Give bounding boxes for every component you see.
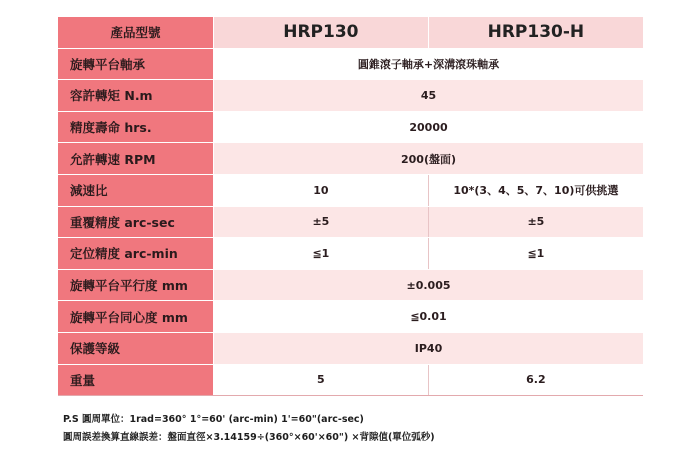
row-label: 減速比 [58,174,214,206]
row-value-hrp130: ≦1 [214,238,429,270]
row-label: 旋轉平台平行度 mm [58,269,214,301]
row-value: 200(盤面) [214,143,644,175]
row-label: 重量 [58,364,214,396]
table-row [58,48,643,80]
header-label: 產品型號 [58,17,214,48]
table-row [58,206,643,238]
row-value: ≦0.01 [214,301,644,333]
table-row [58,332,643,364]
row-label: 旋轉平台同心度 mm [58,301,214,333]
row-label: 精度壽命 hrs. [58,111,214,143]
row-value-hrp130: 10 [214,174,429,206]
table-row [58,80,643,112]
table-row [58,143,643,175]
spec-table [58,17,643,396]
unit-note: P.S 圓周單位：1rad=360° 1°=60' (arc-min) 1'=60"(arc-sec) [63,414,364,425]
row-value: IP40 [214,332,644,364]
row-label: 旋轉平台軸承 [58,48,214,80]
row-value-hrp130-h: ±5 [428,206,643,238]
row-label: 容許轉矩 N.m [58,80,214,112]
table-row [58,111,643,143]
row-value-hrp130: ±5 [214,206,429,238]
row-value: ±0.005 [214,269,644,301]
conversion-note: 圓周誤差換算直線誤差：盤面直徑×3.14159÷(360°×60'×60") ×背隙值(單位弧秒) [63,432,435,443]
row-value-hrp130-h: 6.2 [428,364,643,396]
table-row [58,238,643,270]
row-value-hrp130-h: ≦1 [428,238,643,270]
table-row [58,269,643,301]
row-label: 定位精度 arc-min [58,238,214,270]
table-row [58,364,643,396]
row-value: 20000 [214,111,644,143]
row-label: 重覆精度 arc-sec [58,206,214,238]
row-label: 保護等級 [58,332,214,364]
row-value: 45 [214,80,644,112]
model-hrp130-h: HRP130-H [428,17,643,48]
row-value-hrp130: 5 [214,364,429,396]
footnotes [63,411,435,447]
model-hrp130: HRP130 [214,17,429,48]
table-row [58,301,643,333]
row-value: 圓錐滾子軸承+深溝滾珠軸承 [214,48,644,80]
table-header-row [58,17,643,48]
table-row [58,174,643,206]
row-label: 允許轉速 RPM [58,143,214,175]
row-value-hrp130-h: 10*(3、4、5、7、10)可供挑選 [428,174,643,206]
